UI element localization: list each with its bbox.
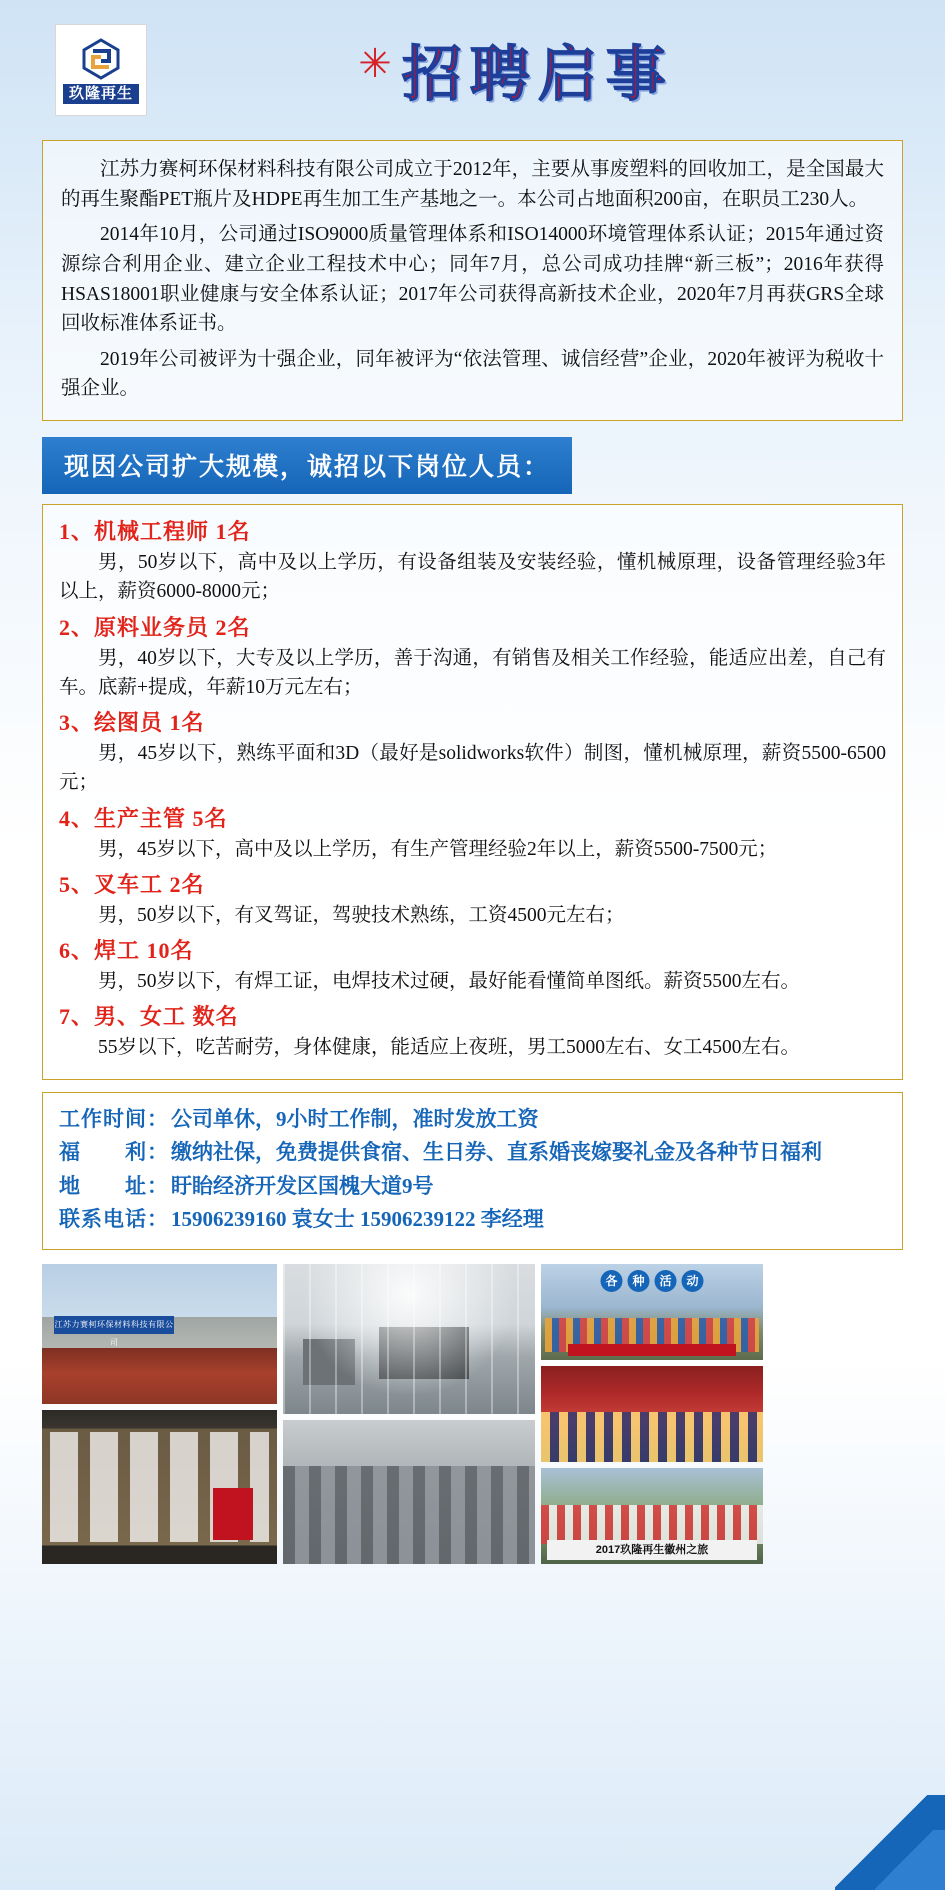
job-item bbox=[59, 611, 886, 703]
company-intro bbox=[42, 140, 903, 421]
machine-shape bbox=[379, 1327, 469, 1379]
info-value: 缴纳社保，免费提供食宿、生日券、直系婚丧嫁娶礼金及各种节日福利 bbox=[171, 1140, 822, 1165]
intro-paragraph: 江苏力赛柯环保材料科技有限公司成立于2012年，主要从事废塑料的回收加工，是全国最大的再生聚酯PET瓶片及HDPE再生加工生产基地之一。本公司占地面积200亩，在职员工230人。 bbox=[61, 159, 884, 210]
job-description: 男，50岁以下，高中及以上学历，有设备组装及安装经验，懂机械原理，设备管理经验3年以上，薪资6000-8000元； bbox=[59, 552, 886, 603]
job-item bbox=[59, 802, 886, 864]
logo-text: 玖隆再生 bbox=[63, 84, 139, 104]
info-value: 盱眙经济开发区国槐大道9号 bbox=[171, 1173, 434, 1198]
section-banner-row bbox=[42, 437, 903, 494]
machine-shape bbox=[303, 1339, 355, 1385]
job-item bbox=[59, 706, 886, 798]
job-item bbox=[59, 1000, 886, 1062]
job-item bbox=[59, 868, 886, 930]
activity-badge-char: 各 bbox=[601, 1270, 623, 1292]
job-item bbox=[59, 934, 886, 996]
photo-factory-exterior bbox=[42, 1264, 277, 1404]
info-label: 福 利： bbox=[59, 1140, 169, 1165]
photo-gallery bbox=[42, 1264, 903, 1564]
activity-badge bbox=[601, 1270, 704, 1292]
photo-travel-group bbox=[541, 1468, 763, 1564]
info-value: 公司单休，9小时工作制，准时发放工资 bbox=[171, 1106, 539, 1131]
info-label: 联系电话： bbox=[59, 1207, 169, 1232]
corner-decoration bbox=[835, 1795, 945, 1890]
activity-badge-char: 种 bbox=[628, 1270, 650, 1292]
job-title: 6、焊工 10名 bbox=[59, 938, 194, 963]
job-list bbox=[42, 504, 903, 1080]
contact-phone-value[interactable]: 15906239160 袁女士 15906239122 李经理 bbox=[171, 1207, 544, 1232]
job-title: 4、生产主管 5名 bbox=[59, 805, 228, 831]
activity-badge-char: 动 bbox=[682, 1270, 704, 1292]
company-logo bbox=[55, 24, 147, 116]
photo-award-wall bbox=[42, 1410, 277, 1564]
poster-header bbox=[0, 0, 945, 140]
photo-group-indoor bbox=[541, 1366, 763, 1462]
job-description: 男，50岁以下，有焊工证，电焊技术过硬，最好能看懂简单图纸。薪资5500左右。 bbox=[98, 971, 801, 992]
job-description: 男，50岁以下，有叉驾证，驾驶技术熟练，工资4500元左右； bbox=[98, 904, 625, 926]
photo-ribbon-decor bbox=[568, 1344, 737, 1356]
intro-paragraph: 2014年10月，公司通过ISO9000质量管理体系和ISO14000环境管理体系认证；2015年通过资源综合利用企业、建立企业工程技术中心；同年7月，总公司成功挂牌“新三板”；2016年获得HSAS18001职业健康与安全体系认证；2017年公司获得高新技术企业，2020年7月再获GRS全球回收标准体系证书。 bbox=[61, 224, 884, 335]
info-label: 地 址： bbox=[59, 1173, 169, 1198]
info-row-work-hours bbox=[59, 1103, 886, 1137]
info-row-phone[interactable] bbox=[59, 1203, 886, 1237]
photo-column-right bbox=[541, 1264, 763, 1564]
photo-column-left bbox=[42, 1264, 277, 1564]
photo-workshop-interior bbox=[283, 1264, 535, 1414]
logo-mark-icon bbox=[79, 37, 123, 81]
page-title: 招聘启事 bbox=[401, 42, 674, 108]
intro-paragraph: 2019年公司被评为十强企业，同年被评为“依法管理、诚信经营”企业，2020年被评为税收十强企业。 bbox=[61, 348, 884, 400]
section-banner: 现因公司扩大规模，诚招以下岗位人员： bbox=[42, 437, 572, 494]
info-label: 工作时间： bbox=[59, 1106, 169, 1131]
info-row-benefits bbox=[59, 1136, 886, 1170]
job-title: 5、叉车工 2名 bbox=[59, 871, 205, 897]
job-item bbox=[59, 515, 886, 607]
photo-activity-outdoor bbox=[541, 1264, 763, 1360]
job-title: 1、机械工程师 1名 bbox=[59, 519, 251, 544]
red-flag-decor bbox=[213, 1488, 253, 1540]
job-description: 男，45岁以下，熟练平面和3D（最好是solidworks软件）制图，懂机械原理，薪资5500-6500元； bbox=[59, 743, 886, 794]
job-title: 3、绘图员 1名 bbox=[59, 710, 205, 735]
info-row-address bbox=[59, 1170, 886, 1204]
star-icon: ✳ bbox=[358, 42, 392, 86]
photo-warehouse-racks bbox=[283, 1420, 535, 1564]
title-wrap bbox=[147, 27, 945, 113]
job-description: 男，45岁以下，高中及以上学历，有生产管理经验2年以上，薪资5500-7500元； bbox=[98, 838, 778, 860]
factory-sign-label: 江苏力赛柯环保材料科技有限公司 bbox=[54, 1316, 174, 1334]
travel-banner-label: 2017玖隆再生徽州之旅 bbox=[547, 1540, 757, 1560]
job-title: 2、原料业务员 2名 bbox=[59, 614, 251, 640]
photo-column-middle bbox=[283, 1264, 535, 1564]
benefits-contact-box bbox=[42, 1092, 903, 1250]
job-title: 7、男、女工 数名 bbox=[59, 1004, 239, 1030]
activity-badge-char: 活 bbox=[655, 1270, 677, 1292]
job-description: 55岁以下，吃苦耐劳，身体健康，能适应上夜班，男工5000左右、女工4500左右。 bbox=[98, 1037, 801, 1059]
job-description: 男，40岁以下，大专及以上学历，善于沟通，有销售及相关工作经验，能适应出差，自己有车。底薪+提成，年薪10万元左右； bbox=[59, 647, 886, 698]
